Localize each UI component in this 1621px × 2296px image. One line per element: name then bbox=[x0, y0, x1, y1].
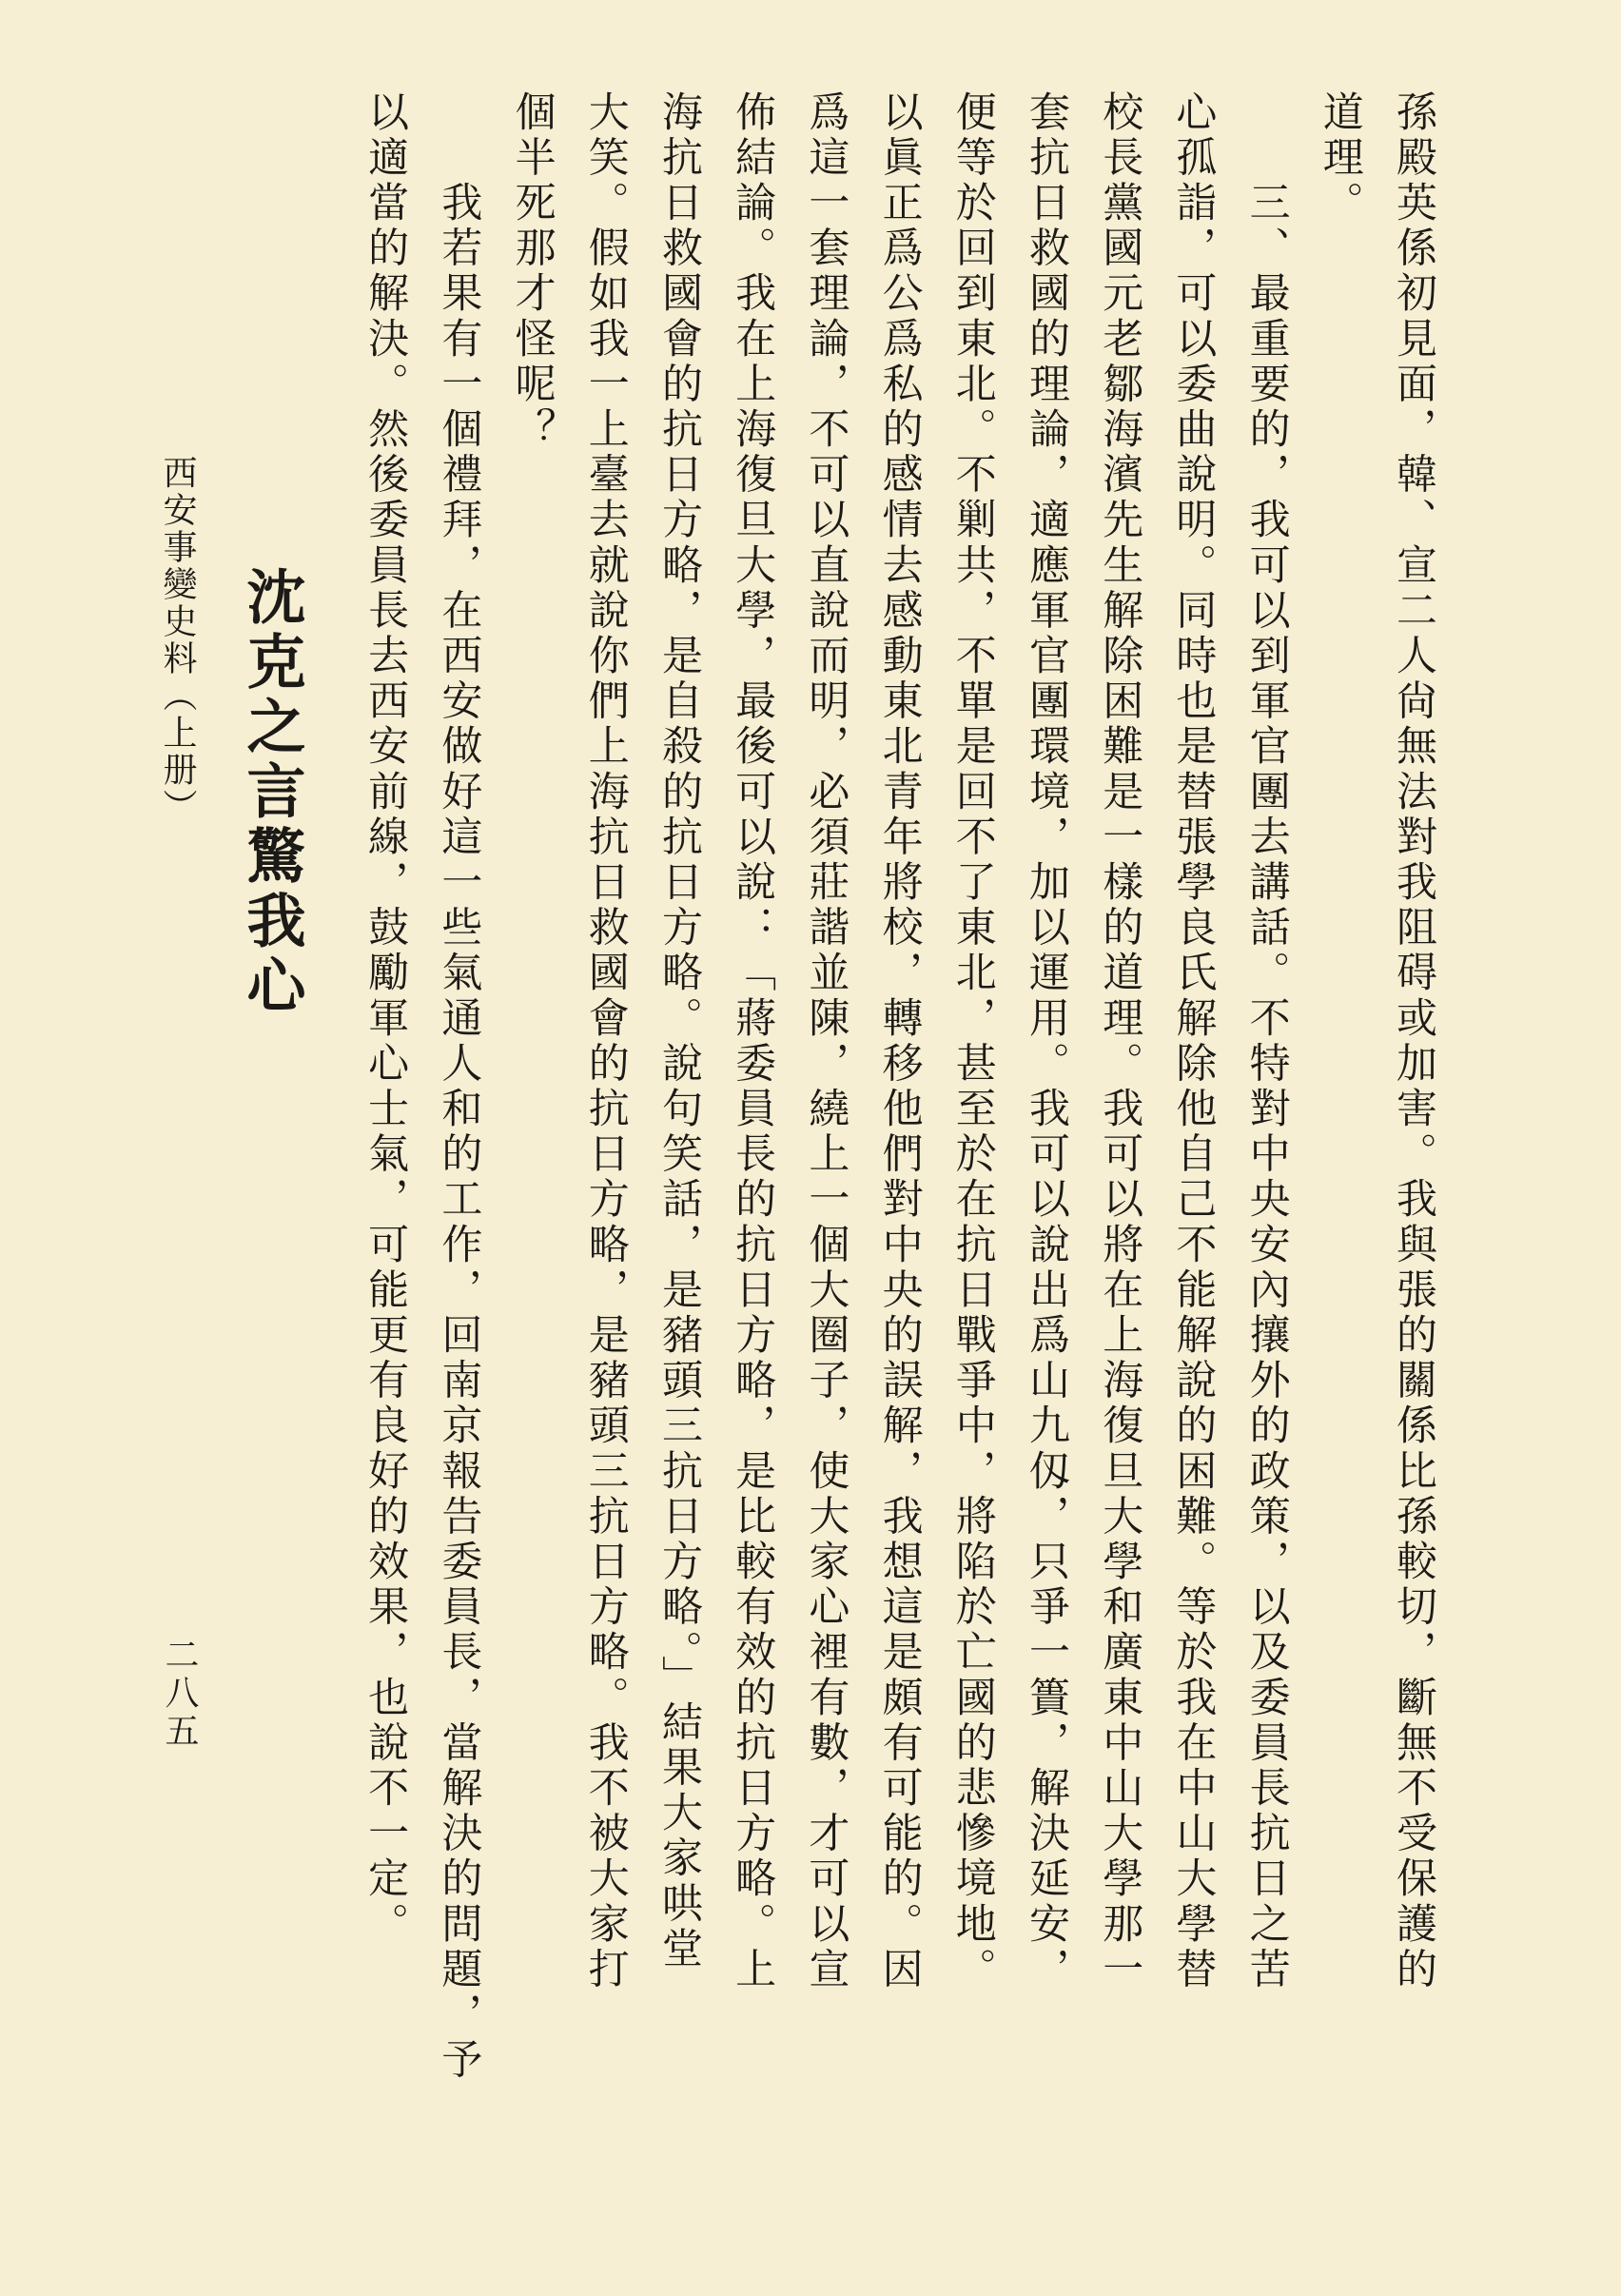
text-column: 我若果有一個禮拜，在西安做好這一些氣通人和的工作，回南京報告委員長，當解決的問題，予 bbox=[435, 90, 483, 2084]
text-column: 便等於回到東北。不剿共，不單是回不了東北，甚至於在抗日戰爭中，將陷於亡國的悲慘境地。 bbox=[948, 90, 997, 1993]
text-column: 大笑。假如我一上臺去就說你們上海抗日救國會的抗日方略，是豬頭三抗日方略。我不被大家打 bbox=[581, 90, 630, 1993]
text-column: 個半死那才怪呢？ bbox=[508, 90, 557, 453]
running-title: 西安事變史料（上册） bbox=[158, 455, 197, 826]
text-column: 以適當的解決。然後委員長去西安前線，鼓勵軍心士氣，可能更有良好的效果，也說不一定。 bbox=[361, 90, 410, 1948]
body-text bbox=[348, 90, 1450, 2084]
text-column: 套抗日救國的理論，適應軍官團環境，加以運用。我可以說出爲山九仭，只爭一簣，解決延安， bbox=[1022, 90, 1070, 1993]
text-column: 以眞正爲公爲私的感情去感動東北青年將校，轉移他們對中央的誤解，我想這是頗有可能的。因 bbox=[875, 90, 924, 1993]
text-column: 心孤詣，可以委曲說明。同時也是替張學良氏解除他自己不能解說的困難。等於我在中山大學替 bbox=[1169, 90, 1218, 1993]
text-column: 佈結論。我在上海復旦大學，最後可以說：「蔣委員長的抗日方略，是比較有效的抗日方略。上 bbox=[729, 90, 777, 1993]
text-column: 校長黨國元老鄒海濱先生解除困難是一樣的道理。我可以將在上海復旦大學和廣東中山大學那一 bbox=[1096, 90, 1144, 1993]
section-heading: 沈克之言驚我心 bbox=[237, 566, 306, 1019]
text-column: 爲這一套理論，不可以直說而明，必須莊諧並陳，繞上一個大圈子，使大家心裡有數，才可以宣 bbox=[802, 90, 850, 1993]
text-column: 海抗日救國會的抗日方略，是自殺的抗日方略。說句笑話，是豬頭三抗日方略。」結果大家哄堂 bbox=[654, 90, 703, 1972]
text-column: 道理。 bbox=[1316, 90, 1364, 226]
text-column: 三、最重要的，我可以到軍官團去講話。不特對中央安內攘外的政策，以及委員長抗日之苦 bbox=[1242, 90, 1291, 1993]
page-number: 二八五 bbox=[160, 1637, 199, 1751]
text-column: 孫殿英係初見面，韓、宣二人尙無法對我阻碍或加害。我與張的關係比孫較切，斷無不受保護的 bbox=[1390, 90, 1437, 1993]
